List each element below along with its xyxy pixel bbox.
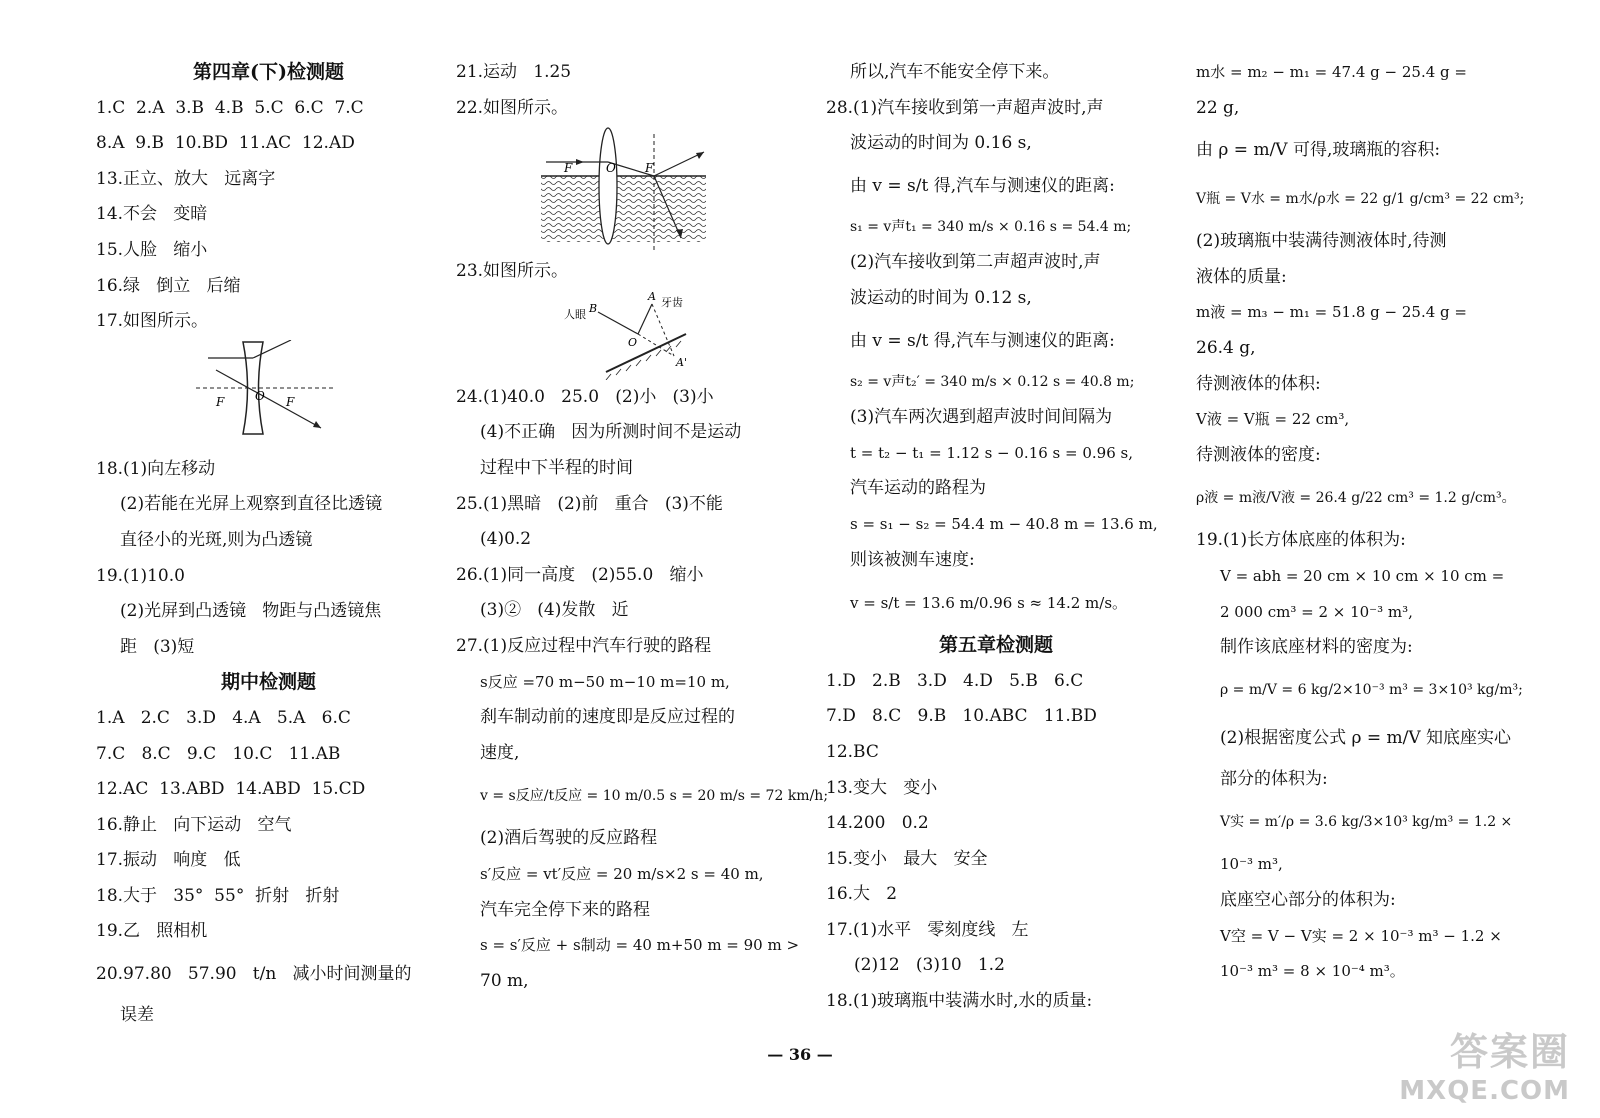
focus-label: F (564, 161, 573, 176)
formula-line: V空 = V − V实 = 2 × 10⁻³ m³ − 1.2 × (1220, 926, 1502, 945)
midterm-title: 期中检测题 (220, 671, 316, 694)
answer-line: 12.BC (826, 741, 879, 762)
answer-line: 22 g, (1196, 97, 1240, 118)
answer-line: 波运动的时间为 0.16 s, (850, 133, 1032, 154)
focus-label: F (645, 161, 654, 176)
focus-label: F (216, 394, 225, 409)
formula-line: s₁ = v声t₁ = 340 m/s × 0.16 s = 54.4 m; (850, 218, 1132, 235)
answer-line: 15.人脸 缩小 (96, 239, 208, 260)
formula-line: m液 = m₃ − m₁ = 51.8 g − 25.4 g = (1196, 303, 1467, 322)
formula-line: s₂ = v声t₂′ = 340 m/s × 0.12 s = 40.8 m; (850, 373, 1135, 390)
watermark-logo (1399, 1021, 1570, 1106)
point-label: B (589, 301, 598, 315)
answer-line: 19.乙 照相机 (96, 921, 208, 942)
answer-line: (4)0.2 (480, 529, 532, 550)
answer-line: 汽车完全停下来的路程 (480, 899, 650, 920)
answer-line: 由 ρ = m/V 可得,玻璃瓶的容积: (1196, 140, 1441, 161)
answer-line: 误差 (120, 1005, 154, 1026)
eye-label: 人眼 (564, 307, 586, 321)
answer-line: 1.C 2.A 3.B 4.B 5.C 6.C 7.C (96, 97, 364, 118)
formula-line: m水 = m₂ − m₁ = 47.4 g − 25.4 g = (1196, 63, 1467, 81)
formula-line: v = s反应/t反应 = 10 m/0.5 s = 20 m/s = 72 km/h; (480, 788, 829, 805)
answer-line: 波运动的时间为 0.12 s, (850, 287, 1032, 308)
formula-line: 2 000 cm³ = 2 × 10⁻³ m³, (1220, 602, 1413, 621)
answer-line: 7.C 8.C 9.C 10.C 11.AB (96, 743, 341, 764)
answer-line: (3)② (4)发散 近 (480, 600, 629, 621)
column-1 (96, 55, 441, 1034)
answer-line: 24.(1)40.0 25.0 (2)小 (3)小 (456, 386, 714, 407)
answer-line: 底座空心部分的体积为: (1220, 889, 1396, 910)
focus-label: F (286, 394, 295, 409)
refraction-diagram-22 (456, 126, 801, 254)
answer-line: 17.如图所示。 (96, 311, 209, 332)
center-label: O (255, 388, 265, 403)
answer-line: (2)汽车接收到第二声超声波时,声 (850, 252, 1101, 273)
answer-line: 距 (3)短 (120, 636, 195, 657)
formula-line: s = s₁ − s₂ = 54.4 m − 40.8 m = 13.6 m, (850, 514, 1158, 533)
answer-line: 汽车运动的路程为 (850, 478, 986, 499)
chapter4-title: 第四章(下)检测题 (193, 61, 344, 83)
formula-line: V实 = m′/ρ = 3.6 kg/3×10³ kg/m³ = 1.2 × (1220, 814, 1513, 831)
answer-line: (3)汽车两次遇到超声波时间间隔为 (850, 407, 1113, 428)
column-2 (456, 55, 829, 999)
answer-line: 液体的质量: (1196, 266, 1287, 287)
answer-line: 1.A 2.C 3.D 4.A 5.A 6.C (96, 707, 351, 728)
answer-line: 21.运动 1.25 (456, 62, 572, 82)
answer-line: 20.97.80 57.90 t/n 减小时间测量的 (96, 964, 412, 985)
answer-line: 则该被测车速度: (850, 549, 975, 570)
point-label: O (628, 335, 638, 349)
answer-line: 由 v = s/t 得,汽车与测速仪的距离: (850, 175, 1115, 196)
answer-line: 8.A 9.B 10.BD 11.AC 12.AD (96, 133, 355, 154)
formula-line: V液 = V瓶 = 22 cm³, (1196, 410, 1350, 429)
answer-line: (2)根据密度公式 ρ = m/V 知底座实心 (1220, 727, 1512, 748)
answer-line: 18.(1)玻璃瓶中装满水时,水的质量: (826, 991, 1093, 1012)
answer-line: 19.(1)长方体底座的体积为: (1196, 530, 1406, 551)
answer-line: 13.变大 变小 (826, 777, 938, 798)
tooth-label: 牙齿 (661, 295, 683, 309)
mirror-diagram-23 (456, 290, 801, 380)
lens-diagram-17 (96, 340, 441, 452)
formula-line: 10⁻³ m³ = 8 × 10⁻⁴ m³。 (1220, 962, 1405, 981)
formula-line: V = abh = 20 cm × 10 cm × 10 cm = (1220, 566, 1505, 585)
answer-line: 25.(1)黑暗 (2)前 重合 (3)不能 (456, 493, 723, 514)
answer-line: 16.大 2 (826, 884, 898, 905)
answer-line: 7.D 8.C 9.B 10.ABC 11.BD (826, 706, 1097, 727)
column-4 (1196, 55, 1551, 990)
answer-line: 70 m, (480, 970, 529, 991)
answer-line: (2)若能在光屏上观察到直径比透镜 (120, 494, 383, 515)
answer-line: 15.变小 最大 安全 (826, 848, 988, 869)
formula-line: s = s′反应 + s制动 = 40 m+50 m = 90 m > (480, 936, 800, 955)
formula-line: s反应 =70 m−50 m−10 m=10 m, (480, 672, 730, 691)
answer-line: 制作该底座材料的密度为: (1220, 637, 1413, 658)
formula-line: ρ = m/V = 6 kg/2×10⁻³ m³ = 3×10³ kg/m³; (1220, 681, 1523, 698)
answer-line: 待测液体的密度: (1196, 444, 1321, 465)
answer-line: 14.200 0.2 (826, 813, 929, 834)
formula-line: t = t₂ − t₁ = 1.12 s − 0.16 s = 0.96 s, (850, 443, 1133, 462)
answer-line: (2)12 (3)10 1.2 (854, 955, 1005, 976)
answer-line: 17.振动 响度 低 (96, 850, 241, 871)
answer-line: 部分的体积为: (1220, 768, 1328, 789)
answer-line: 27.(1)反应过程中汽车行驶的路程 (456, 635, 712, 656)
answer-line: 速度, (480, 742, 520, 763)
answer-line: 刹车制动前的速度即是反应过程的 (480, 707, 735, 728)
answer-line: 17.(1)水平 零刻度线 左 (826, 919, 1029, 940)
formula-line: V瓶 = V水 = m水/ρ水 = 22 g/1 g/cm³ = 22 cm³; (1196, 191, 1525, 208)
answer-line: 待测液体的体积: (1196, 373, 1321, 394)
point-label: A (648, 289, 656, 303)
answer-line: 12.AC 13.ABD 14.ABD 15.CD (96, 779, 366, 800)
page-number: — 36 — (767, 1045, 833, 1064)
answer-line: 13.正立、放大 远离字 (96, 168, 276, 189)
answer-line: 所以,汽车不能安全停下来。 (850, 62, 1060, 82)
answer-line: 26.(1)同一高度 (2)55.0 缩小 (456, 564, 704, 585)
center-label: O (606, 161, 616, 176)
answer-line: 1.D 2.B 3.D 4.D 5.B 6.C (826, 670, 1084, 691)
answer-line: 14.不会 变暗 (96, 204, 208, 225)
chapter5-title: 第五章检测题 (938, 634, 1053, 657)
answer-line: 19.(1)10.0 (96, 565, 185, 586)
answer-line: 18.大于 35° 55° 折射 折射 (96, 885, 340, 906)
formula-line: 10⁻³ m³, (1220, 855, 1283, 874)
answer-line: (2)玻璃瓶中装满待测液体时,待测 (1196, 231, 1447, 252)
watermark-url: MXQE.COM (1399, 1076, 1570, 1106)
answer-line: 16.静止 向下运动 空气 (96, 814, 292, 835)
answer-line: 过程中下半程的时间 (480, 457, 633, 478)
watermark-text: 答案圈 (1449, 1030, 1570, 1074)
answer-line: 23.如图所示。 (456, 261, 569, 282)
point-label: A' (676, 355, 687, 369)
answer-line: 22.如图所示。 (456, 97, 569, 118)
answer-line: (2)光屏到凸透镜 物距与凸透镜焦 (120, 601, 382, 622)
answer-line: 26.4 g, (1196, 337, 1256, 358)
formula-line: v = s/t = 13.6 m/0.96 s ≈ 14.2 m/s。 (850, 594, 1128, 613)
answer-line: 直径小的光斑,则为凸透镜 (120, 529, 313, 550)
answer-line: 16.绿 倒立 后缩 (96, 275, 241, 296)
column-3 (826, 55, 1166, 1020)
answer-line: 由 v = s/t 得,汽车与测速仪的距离: (850, 330, 1115, 351)
answer-line: 18.(1)向左移动 (96, 458, 216, 479)
answer-line: (2)酒后驾驶的反应路程 (480, 828, 658, 849)
answer-line: (4)不正确 因为所测时间不是运动 (480, 422, 742, 443)
formula-line: s′反应 = vt′反应 = 20 m/s×2 s = 40 m, (480, 864, 764, 883)
formula-line: ρ液 = m液/V液 = 26.4 g/22 cm³ = 1.2 g/cm³。 (1196, 490, 1516, 507)
answer-line: 28.(1)汽车接收到第一声超声波时,声 (826, 97, 1104, 118)
